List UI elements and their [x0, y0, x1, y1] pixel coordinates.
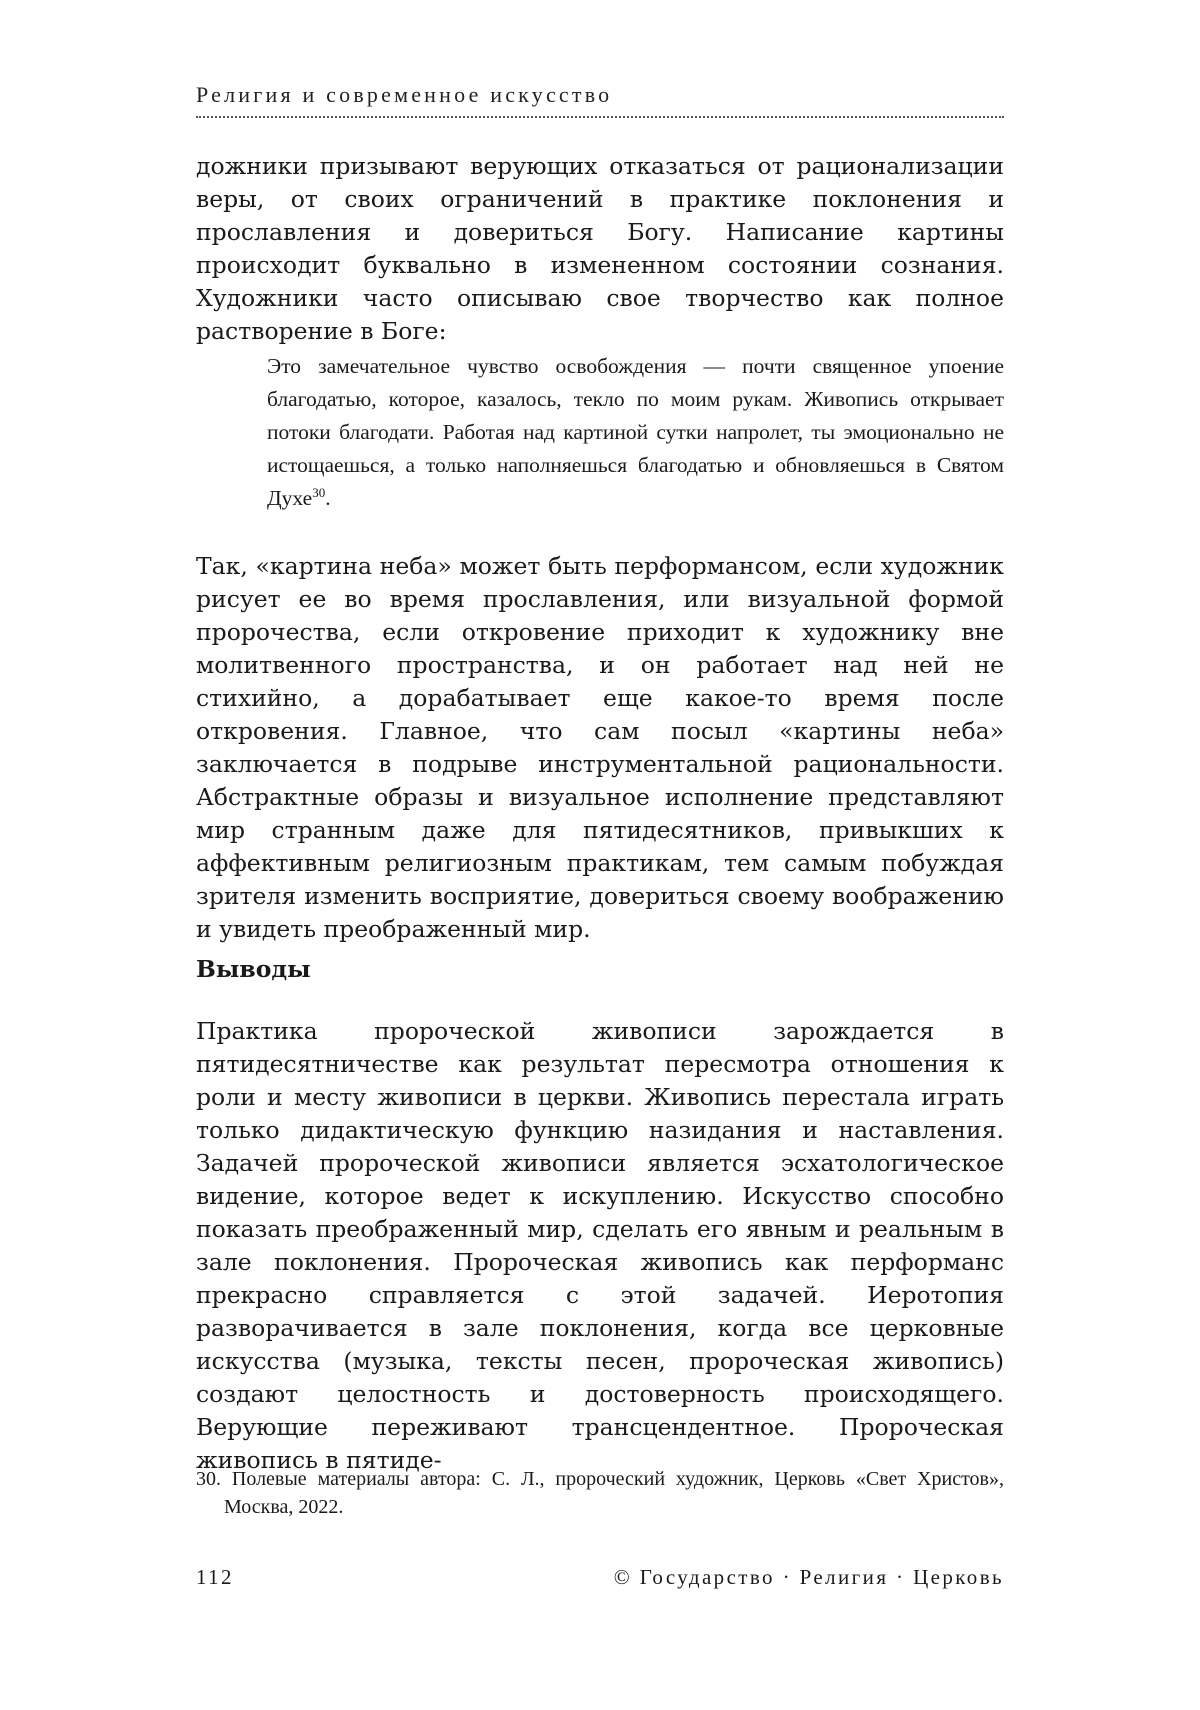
footnote-number: 30. [196, 1468, 221, 1490]
body-paragraph: дожники призывают верующих отказаться от рационализации веры, от своих ограничений в практике поклонения и прославления и довериться Богу. Написание картины происходит буквально в измененном состоянии сознания. Художники часто описываю свое творчество как полное растворение в Боге: [196, 152, 1004, 345]
journal-title: © Государство · Религия · Церковь [613, 1565, 1004, 1589]
quote-end: . [325, 486, 331, 510]
block-quote [267, 350, 1004, 515]
footnote-text: Полевые материалы автора: С. Л., пророческий художник, Церковь «Свет Христов», Москва, 2022. [224, 1468, 1004, 1518]
footnote-reference[interactable]: 30 [312, 484, 326, 500]
body-paragraph: Практика пророческой живописи зарождается в пятидесятничестве как результат пересмотра отношения к роли и месту живописи в церкви. Живопись перестала играть только дидактическую функцию назидания и наставления. Задачей пророческой живописи является эсхатологическое видение, которое ведет к искуплению. Искусство способно показать преображенный мир, сделать его явным и реальным в зале поклонения. Пророческая живопись как перформанс прекрасно справляется с этой задачей. Иеротопия разворачивается в зале поклонения, когда все церковные искусства (музыка, тексты песен, пророческая живопись) создают целостность и достоверность происходящего. Верующие переживают трансцендентное. Пророческая живопись в пятиде- [196, 1017, 1004, 1474]
footnote [196, 1465, 1004, 1521]
page-footer [196, 1565, 1004, 1590]
page [196, 0, 1004, 1710]
page-number: 112 [196, 1565, 234, 1589]
section-heading: Выводы [196, 955, 311, 983]
quote-text: Это замечательное чувство освобождения — почти священное упоение благодатью, которое, казалось, текло по моим рукам. Живопись открывает потоки благодати. Работая над картиной сутки напролет, ты эмоционально не истощаешься, а только наполняешься благодатью и обновляешься в Святом Духе [267, 354, 1004, 510]
body-paragraph: Так, «картина неба» может быть перформансом, если художник рисует ее во время прославления, или визуальной формой пророчества, если откровение приходит к художнику вне молитвенного пространства, и он работает над ней не стихийно, а дорабатывает еще какое-то время после откровения. Главное, что сам посыл «картины неба» заключается в подрыве инструментальной рациональности. Абстрактные образы и визуальное исполнение представляют мир странным даже для пятидесятников, привыкших к аффективным религиозным практикам, тем самым побуждая зрителя изменить восприятие, довериться своему воображению и увидеть преображенный мир. [196, 552, 1004, 943]
running-head: Религия и современное искусство [196, 82, 1004, 118]
